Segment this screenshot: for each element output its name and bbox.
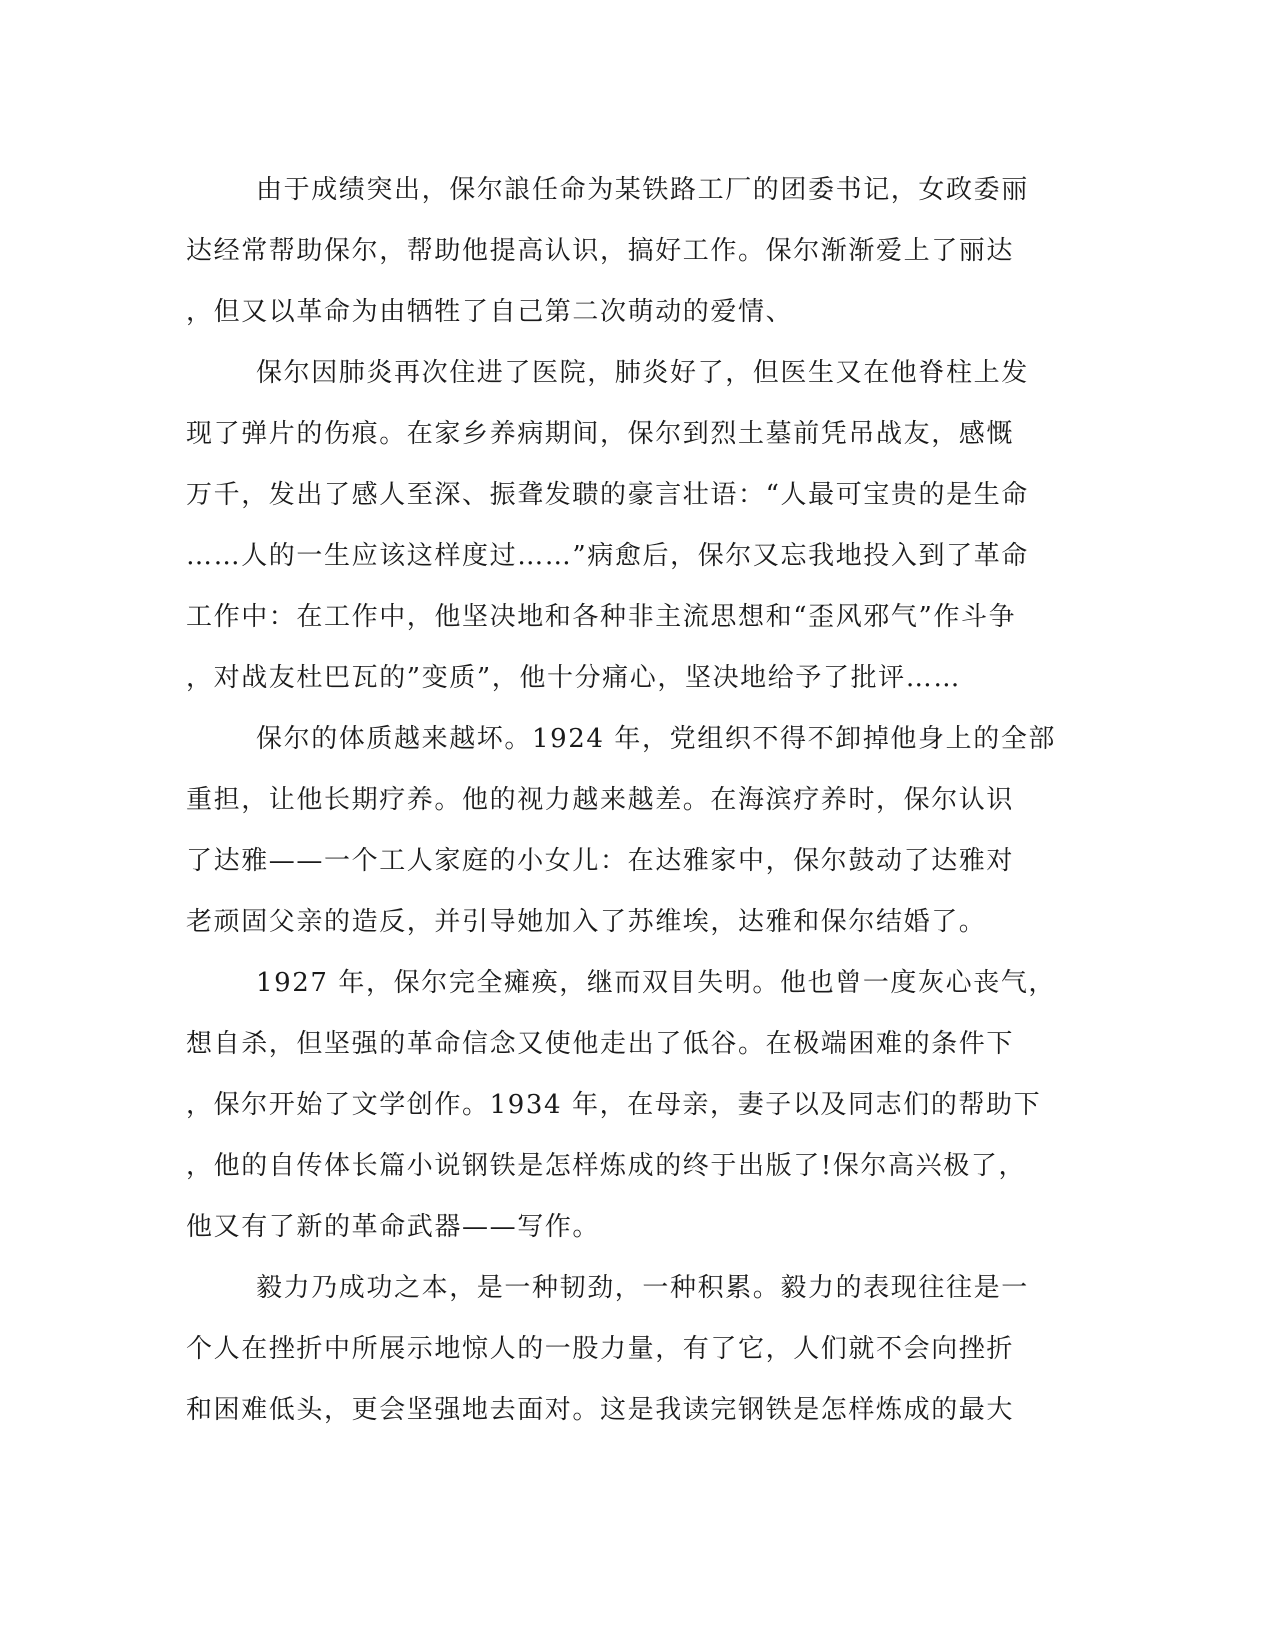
body-text <box>186 160 1086 1441</box>
paragraph-line: ，他的自传体长篇小说钢铁是怎样炼成的终于出版了!保尔高兴极了， <box>186 1151 1027 1181</box>
paragraph-line: 万千，发出了感人至深、振聋发聩的豪言壮语：“人最可宝贵的是生命 <box>186 480 1029 510</box>
paragraph-line: 现了弹片的伤痕。在家乡养病期间，保尔到烈土墓前凭吊战友，感慨 <box>186 419 1015 449</box>
paragraph-line: 1927 年，保尔完全瘫痪，继而双目失明。他也曾一度灰心丧气， <box>256 968 1057 998</box>
paragraph-line: ……人的一生应该这样度过……”病愈后，保尔又忘我地投入到了革命 <box>186 541 1029 571</box>
paragraph-line: 由于成绩突出，保尔誏任命为某铁路工厂的团委书记，女政委丽 <box>256 175 1029 205</box>
paragraph-4 <box>186 953 1086 1258</box>
paragraph-line: 老顽固父亲的造反，并引导她加入了苏维埃，达雅和保尔结婚了。 <box>186 907 987 937</box>
paragraph-line: 工作中：在工作中，他坚决地和各种非主流思想和“歪风邪气”作斗争 <box>186 602 1017 632</box>
paragraph-5 <box>186 1258 1086 1441</box>
paragraph-1 <box>186 160 1086 343</box>
paragraph-line: 保尔因肺炎再次住进了医院，肺炎好了，但医生又在他脊柱上发 <box>256 358 1029 388</box>
paragraph-2 <box>186 343 1086 709</box>
paragraph-line: 个人在挫折中所展示地惊人的一股力量，有了它，人们就不会向挫折 <box>186 1334 1015 1364</box>
paragraph-line: 了达雅——一个工人家庭的小女儿：在达雅家中，保尔鼓动了达雅对 <box>186 846 1015 876</box>
paragraph-line: 达经常帮助保尔，帮助他提高认识，搞好工作。保尔渐渐爱上了丽达 <box>186 236 1015 266</box>
paragraph-line: 他又有了新的革命武器——写作。 <box>186 1212 601 1242</box>
paragraph-line: 保尔的体质越来越坏。1924 年，党组织不得不卸掉他身上的全部 <box>256 724 1057 754</box>
paragraph-line: 想自杀，但坚强的革命信念又使他走出了低谷。在极端困难的条件下 <box>186 1029 1015 1059</box>
paragraph-line: ，保尔开始了文学创作。1934 年，在母亲，妻子以及同志们的帮助下 <box>186 1090 1042 1120</box>
paragraph-line: ，但又以革命为由牺牲了自己第二次萌动的爱情、 <box>186 297 794 327</box>
paragraph-line: 重担，让他长期疗养。他的视力越来越差。在海滨疗养时，保尔认识 <box>186 785 1015 815</box>
paragraph-line: 和困难低头，更会坚强地去面对。这是我读完钢铁是怎样炼成的最大 <box>186 1395 1015 1425</box>
paragraph-line: 毅力乃成功之本，是一种韧劲，一种积累。毅力的表现往往是一 <box>256 1273 1029 1303</box>
paragraph-line: ，对战友杜巴瓦的”变质”，他十分痛心，坚决地给予了批评…… <box>186 663 961 693</box>
paragraph-3 <box>186 709 1086 953</box>
